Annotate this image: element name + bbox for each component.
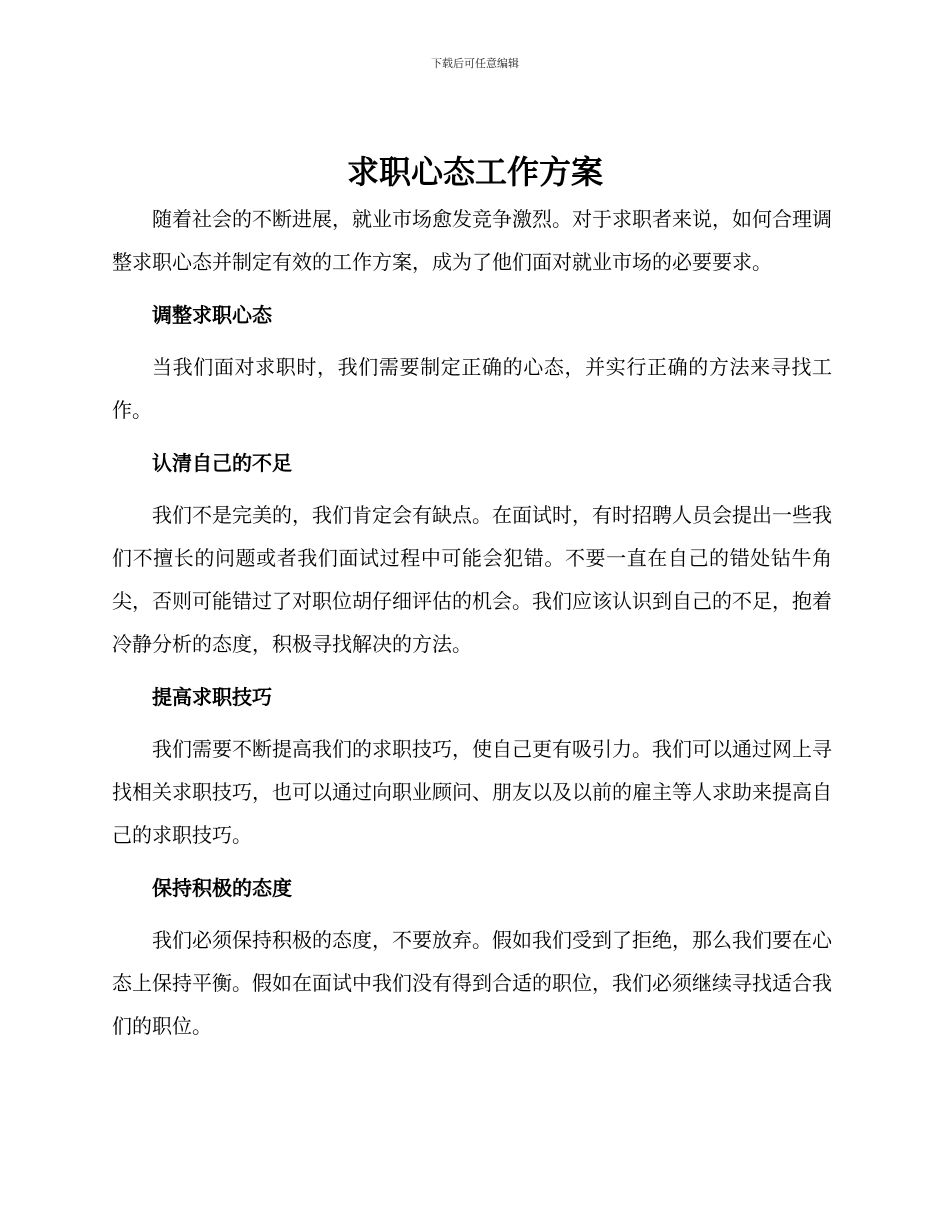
section-body-know-weaknesses: 我们不是完美的，我们肯定会有缺点。在面试时，有时招聘人员会提出一些我们不擅长的问题或者我们面试过程中可能会犯错。不要一直在自己的错处钻牛角尖，否则可能错过了对职位胡仔细评估的机会。我们应该认识到自己的不足，抱着冷静分析的态度，积极寻找解决的方法。 xyxy=(112,503,832,656)
header-note: 下载后可任意编辑 xyxy=(431,57,519,70)
section-heading-improve-skills: 提高求职技巧 xyxy=(152,685,272,709)
section-heading-know-weaknesses: 认清自己的不足 xyxy=(152,451,292,475)
section-body-positive-attitude: 我们必须保持积极的态度，不要放弃。假如我们受到了拒绝，那么我们要在心态上保持平衡。假如在面试中我们没有得到合适的职位，我们必须继续寻找适合我们的职位。 xyxy=(112,928,832,1038)
document-title: 求职心态工作方案 xyxy=(346,153,603,191)
document-body xyxy=(112,198,832,1048)
intro-paragraph: 随着社会的不断进展，就业市场愈发竞争激烈。对于求职者来说，如何合理调整求职心态并制定有效的工作方案，成为了他们面对就业市场的必要要求。 xyxy=(112,207,832,274)
section-heading-adjust-mindset: 调整求职心态 xyxy=(152,303,272,327)
section-body-improve-skills: 我们需要不断提高我们的求职技巧，使自己更有吸引力。我们可以通过网上寻找相关求职技巧，也可以通过向职业顾问、朋友以及以前的雇主等人求助来提高自己的求职技巧。 xyxy=(112,737,832,847)
section-body-adjust-mindset: 当我们面对求职时，我们需要制定正确的心态，并实行正确的方法来寻找工作。 xyxy=(112,355,832,422)
section-heading-positive-attitude: 保持积极的态度 xyxy=(152,876,292,900)
